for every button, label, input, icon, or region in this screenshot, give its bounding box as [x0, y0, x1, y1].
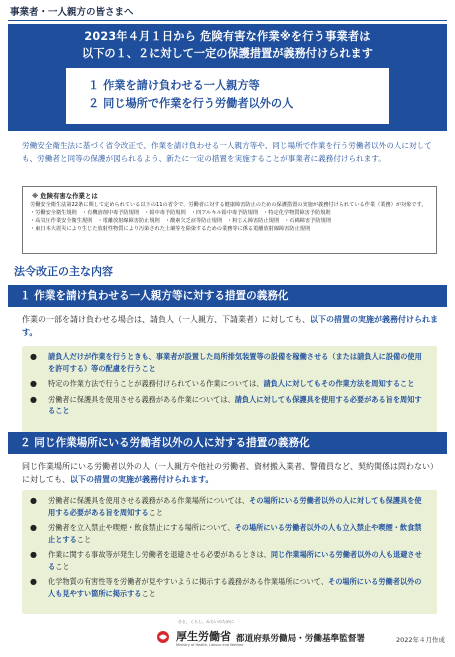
note-box: [22, 186, 437, 254]
item-text: 作業に関する事故等が発生し労働者を退避させる必要があるときは、: [48, 550, 271, 559]
ministry-tagline: ひと、くらし、みらいのために: [178, 619, 234, 624]
section2-measures-box: [22, 490, 437, 614]
list-item: [30, 351, 427, 374]
bullet-icon: ●: [30, 523, 37, 532]
ministry-logo-icon: [156, 630, 170, 644]
bureau-name: 都道府県労働局・労働基準監督署: [236, 634, 365, 644]
ministry-name: 厚生労働省: [176, 630, 231, 643]
section-heading: 法令改正の主な内容: [14, 265, 113, 278]
item-text: 労働者に保護具を使用させる義務がある作業については、: [48, 394, 235, 404]
hero-points-box: [66, 68, 389, 124]
note-marker: ※: [32, 192, 39, 200]
ministry-name-en: Ministry of Health, Labour and Welfare: [176, 643, 244, 647]
item-text: 労働者に保護具を使用させる義務がある作業場所については、: [48, 496, 250, 505]
section1-lead: [22, 313, 439, 339]
list-item: [30, 378, 427, 390]
hero-point-2: ２ 同じ場所で作業を行う労働者以外の人: [88, 97, 294, 110]
hero-headline-line1: 2023年４月１日から 危険有害な作業※を行う事業者は: [84, 30, 371, 43]
list-item: [30, 576, 427, 599]
item-text: 特定の作業方法で行うことが義務付けられている作業については、: [48, 379, 264, 388]
ordinance-line: ・労働安全衛生規則 ・有機溶剤中毒予防規則 ・鉛中毒予防規則 ・四アルキル鉛中毒予防規則 ・特定化学物質障害予防規則: [30, 210, 331, 216]
item-text-end: こと: [141, 588, 156, 598]
section2-lead-emphasis: 以下の措置の実施が義務付けられます。: [70, 475, 214, 484]
item-emphasis: 同じ作業場所にいる労働者以外の人も退避させる: [48, 550, 422, 571]
section1-title-bar: １ 作業を請け負わせる一人親方等に対する措置の義務化: [8, 285, 447, 307]
item-emphasis: その場所にいる労働者以外の人も見やすい箇所に掲示する: [48, 577, 422, 598]
note-text: 労働安全衛生法第22条に関して定められている以下の11の省令で、労働者に対する健康障害防止のための保護措置の実施が義務付けられている作業（業務）が対象です。: [30, 202, 427, 208]
ordinance-line: ・東日本大震災により生じた放射性物質により汚染された土壌等を除染するための業務等に係る電離放射線障害防止規則: [30, 226, 311, 232]
item-emphasis: 請負人に対しても保護具を使用する必要がある旨を周知すること: [48, 394, 422, 415]
item-text: 労働者を立入禁止や喫煙・飲食禁止にする場所について、: [48, 523, 235, 532]
item-text-end: こと: [76, 534, 92, 544]
hero-banner: [8, 24, 447, 131]
intro-paragraph: 労働安全衛生法に基づく省令改正で、作業を請け負わせる一人親方等や、同じ場所で作業を行う労働者以外の人に対しても、労働者と同等の保護が図られるよう、新たに一定の措置を実施することが事業者に義務付けられます。: [22, 141, 432, 163]
bullet-icon: ●: [30, 394, 37, 404]
list-item: [30, 549, 427, 572]
section1-lead-text: 作業の一部を請け負わせる場合は、請負人（一人親方、下請業者）に対しても、: [22, 315, 310, 324]
list-item: [30, 394, 427, 417]
section2-title-bar: ２ 同じ作業場所にいる労働者以外の人に対する措置の義務化: [8, 432, 447, 454]
item-emphasis: その場所にいる労働者以外の人も立入禁止や喫煙・飲食禁止とする: [48, 523, 422, 544]
section2-lead-text: 同じ作業場所にいる労働者以外の人（一人親方や他社の労働者、資材搬入業者、警備員など、契約関係は問わない）に対しても、: [22, 462, 438, 484]
item-text-end: こと: [148, 507, 164, 517]
note-title-text: 危険有害な作業とは: [40, 192, 98, 200]
list-item: [30, 495, 427, 518]
item-text: 化学物質の有害性等を労働者が見やすいように掲示する義務がある作業場所について、: [48, 577, 329, 586]
item-emphasis: その場所にいる労働者以外の人に対しても保護具を使用する必要がある旨を周知する: [48, 496, 422, 517]
bullet-icon: ●: [30, 496, 37, 505]
ordinance-line: ・高気圧作業安全衛生規則 ・電離放射線障害防止規則 ・酸素欠乏症等防止規則 ・粉じん障害防止規則 ・石綿障害予防規則: [30, 218, 331, 224]
bullet-icon: ●: [30, 352, 37, 361]
header-divider: [8, 20, 447, 21]
creation-date: 2022年４月作成: [395, 636, 445, 644]
list-item: [30, 522, 427, 545]
bullet-icon: ●: [30, 550, 37, 559]
section1-lead-emphasis: 以下の措置の実施が義務付けられます。: [22, 315, 438, 337]
item-text-end: こと: [55, 561, 70, 571]
bullet-icon: ●: [30, 379, 37, 388]
hero-point-1: １ 作業を請け負わせる一人親方等: [88, 79, 260, 92]
item-emphasis: 請負人に対してもその作業方法を周知すること: [263, 379, 415, 388]
item-emphasis: 請負人だけが作業を行うときも、事業者が設置した局所排気装置等の設備を稼働させる（または請負人に設備の使用を許可する）等の配慮を行うこと: [48, 352, 422, 373]
hero-headline-line2: 以下の１、２に対して一定の保護措置が義務付けられます: [82, 47, 373, 60]
section2-lead: [22, 460, 439, 486]
note-title: [30, 191, 429, 200]
bullet-icon: ●: [30, 577, 37, 586]
audience-label: 事業者・一人親方の皆さまへ: [10, 7, 134, 18]
